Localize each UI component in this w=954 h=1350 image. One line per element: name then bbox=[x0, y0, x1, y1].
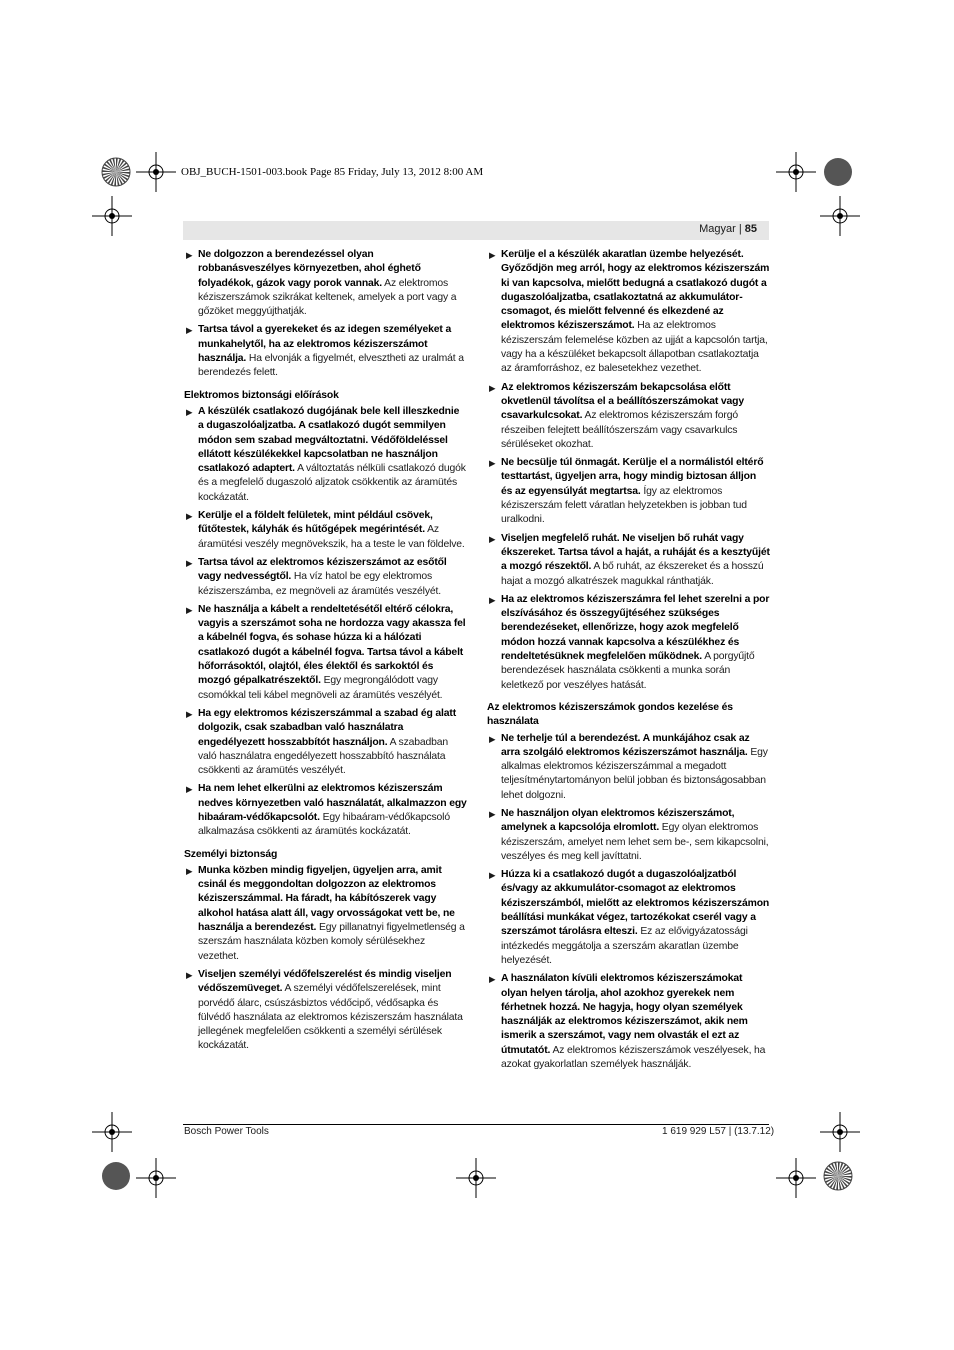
bullet-triangle-icon: ▶ bbox=[186, 784, 193, 795]
bullet-triangle-icon: ▶ bbox=[489, 594, 496, 605]
instruction-explanation-text: Egy pillanatnyi figyelmetlenség a szerszám használata közben komoly sérülésekhez vezethet. bbox=[198, 922, 465, 962]
bullet-triangle-icon: ▶ bbox=[489, 808, 496, 819]
bullet-triangle-icon: ▶ bbox=[186, 557, 193, 568]
bullet-triangle-icon: ▶ bbox=[186, 250, 193, 260]
instruction-bold-text: Tartsa távol a gyerekeket és az idegen személyeket a munkahelytől, ha az elektromos kéziszerszámot használja. bbox=[198, 324, 452, 365]
safety-list-item bbox=[487, 807, 770, 864]
bullet-triangle-icon: ▶ bbox=[186, 604, 193, 615]
instruction-explanation-text: A porgyűjtő berendezések használata csökkenti a munka során keletkező por veszélyes hatását. bbox=[501, 651, 755, 691]
safety-list-item bbox=[487, 732, 770, 803]
instruction-bold-text: Viseljen megfelelő ruhát. Ne viseljen bő ruhát vagy ékszereket. Tartsa távol a haját, a ruháját és a kesztyűjét a mozgó részektől. bbox=[501, 532, 770, 573]
instruction-bold-text: Ne használjon olyan elektromos kéziszerszámot, amelynek a kapcsolója elromlott. bbox=[501, 807, 735, 834]
bullet-triangle-icon: ▶ bbox=[186, 511, 193, 522]
safety-list-item bbox=[184, 405, 467, 505]
safety-list-item bbox=[487, 868, 770, 968]
instruction-explanation-text: Ha elvonják a figyelmét, elvesztheti az uralmát a berendezés felett. bbox=[198, 353, 464, 379]
crosshair-mark bbox=[776, 152, 816, 192]
instruction-bold-text: Az elektromos kéziszerszám bekapcsolása előtt okvetlenül távolítsa el a beállítószerszámokat vagy csavarkulcsokat. bbox=[501, 381, 744, 422]
registration-wheel-mark bbox=[96, 152, 136, 192]
instruction-bold-text: Ne terhelje túl a berendezést. A munkájához csak az arra szolgáló elektromos kéziszerszámot használja. bbox=[501, 732, 750, 758]
crosshair-mark bbox=[776, 1158, 816, 1198]
instruction-bold-text: Kerülje el a készülék akaratlan üzembe helyezését. Győződjön meg arról, hogy az elektromos kéziszerszám ki van kapcsolva, mielőtt bedugná a csatlakozó dugót a dugaszolóaljzatba, csatlakoztatná az akkumulátor-csomagot, és mielőtt felvenné és elkezdené az elektromos kéziszerszámot. bbox=[501, 249, 770, 332]
instruction-explanation-text: Így az elektromos kéziszerszám felett váratlan helyzetekben is jobban tud uralkodni. bbox=[501, 485, 747, 526]
left-column bbox=[184, 248, 467, 1058]
crosshair-mark bbox=[456, 1158, 496, 1198]
bullet-triangle-icon: ▶ bbox=[186, 325, 193, 336]
safety-list-item bbox=[184, 603, 467, 703]
registration-wheel-mark bbox=[818, 1156, 858, 1196]
instruction-bold-text: A használaton kívüli elektromos kéziszerszámokat olyan helyen tárolja, ahol azokhoz gyerekek nem férhetnek hozzá. Ne hagyja, hogy olyan személyek használják az elektromos kéziszerszámot, akik nem ismerik a szerszámot, vagy nem olvasták el ezt az útmutatót. bbox=[501, 973, 748, 1056]
bullet-triangle-icon: ▶ bbox=[489, 382, 496, 393]
safety-list-item bbox=[184, 968, 467, 1054]
instruction-bold-text: Kerülje el a földelt felületek, mint például csövek, fűtőtestek, kályhák és hűtőgépek megérintését. bbox=[198, 510, 433, 536]
instruction-bold-text: Ne becsülje túl önmagát. Kerülje el a normálistól eltérő testtartást, ügyeljen arra, hogy mindig biztosan álljon és az egyensúlyát megtartsa. bbox=[501, 457, 764, 497]
electrical-safety-heading: Elektromos biztonsági előírások bbox=[184, 389, 339, 401]
instruction-bold-text: Ne használja a kábelt a rendeltetésétől eltérő célokra, vagyis a szerszámot soha ne hordozza vagy akassza fel a kábelnél fogva, és sohase húzza ki a hálózati csatlakozó dugót a kábelnél fogva. Tartsa távol a kábelt hőforrásoktól, olajtól, éles élektől és sarkoktól és mozgó gépalkatrészektől. bbox=[198, 603, 466, 687]
safety-list-item bbox=[487, 972, 770, 1072]
instruction-bold-text: Tartsa távol az elektromos kéziszerszámot az esőtől vagy nedvességtől. bbox=[198, 556, 447, 583]
electrical-safety-list bbox=[184, 405, 467, 840]
safety-list-item bbox=[184, 782, 467, 839]
left-intro-list bbox=[184, 248, 467, 381]
bullet-triangle-icon: ▶ bbox=[489, 974, 496, 985]
bullet-triangle-icon: ▶ bbox=[489, 458, 496, 469]
bullet-triangle-icon: ▶ bbox=[186, 969, 193, 980]
crosshair-mark bbox=[820, 196, 860, 236]
instruction-explanation-text: Egy hibaáram-védőkapcsoló alkalmazása csökkenti az áramütés kockázatát. bbox=[198, 811, 450, 838]
safety-list-item bbox=[487, 248, 770, 377]
footer-rule bbox=[183, 1124, 769, 1125]
safety-list-item bbox=[487, 456, 770, 527]
bullet-triangle-icon: ▶ bbox=[489, 250, 496, 260]
registration-dark-mark bbox=[818, 152, 858, 192]
crosshair-mark bbox=[136, 1158, 176, 1198]
safety-list-item bbox=[184, 556, 467, 599]
instruction-explanation-text: Ez az elővigyázatossági intézkedés meggátolja a szerszám akaratlan üzembe helyezését. bbox=[501, 926, 748, 966]
tool-care-list bbox=[487, 732, 770, 1073]
instruction-bold-text: Ha nem lehet elkerülni az elektromos kéziszerszám nedves környezetben való használatát, alkalmazzon egy hibaáram-védőkapcsolót. bbox=[198, 783, 467, 823]
bullet-triangle-icon: ▶ bbox=[186, 708, 193, 719]
bullet-triangle-icon: ▶ bbox=[186, 865, 193, 876]
bullet-triangle-icon: ▶ bbox=[489, 733, 496, 744]
instruction-explanation-text: Ha az elektromos kéziszerszám felemelése közben az ujját a kapcsolón tartja, vagy ha a készüléket bekapcsolt állapotban csatlakoztatja az áramforráshoz, ez balesetekhez vezethet. bbox=[501, 320, 768, 375]
page-header bbox=[699, 223, 757, 235]
safety-list-item bbox=[184, 864, 467, 964]
header-separator: | bbox=[735, 223, 745, 235]
safety-list-item bbox=[487, 381, 770, 452]
instruction-explanation-text: A személyi védőfelszerelések, mint porvédő álarc, csúszásbiztos védőcipő, védősapka és fülvédő használata az elektromos kéziszerszám használata jellegének megfelelően csökkenti a személyi sérülések kockázatát. bbox=[198, 983, 463, 1052]
instruction-explanation-text: Egy alkalmas elektromos kéziszerszámmal a megadott teljesítménytartományon belül jobban és biztonságosabban lehet dolgozni. bbox=[501, 746, 768, 801]
safety-list-item bbox=[184, 509, 467, 552]
crosshair-mark bbox=[820, 1112, 860, 1152]
safety-list-item bbox=[487, 593, 770, 693]
bullet-triangle-icon: ▶ bbox=[489, 870, 496, 881]
safety-list-item bbox=[184, 323, 467, 380]
tool-care-heading: Az elektromos kéziszerszámok gondos kezelése és használata bbox=[487, 701, 733, 728]
instruction-explanation-text: Ha víz hatol be egy elektromos kéziszerszámba, ez megnöveli az áramütés veszélyét. bbox=[198, 571, 441, 597]
instruction-bold-text: Húzza ki a csatlakozó dugót a dugaszolóaljzatból és/vagy az akkumulátor-csomagot az elektromos kéziszerszámból, mielőtt az elektromos kéziszerszámon beállítási munkákat végez, tartozékokat cserél vagy a szerszámot tárolásra elteszi. bbox=[501, 869, 770, 938]
footer-brand: Bosch Power Tools bbox=[184, 1126, 269, 1137]
print-header: OBJ_BUCH-1501-003.book Page 85 Friday, July 13, 2012 8:00 AM bbox=[181, 166, 484, 178]
instruction-explanation-text: Egy megrongálódott vagy csomókkal teli kábel megnöveli az áramütés veszélyét. bbox=[198, 675, 443, 701]
footer-doc-number: 1 619 929 L57 | (13.7.12) bbox=[662, 1126, 775, 1137]
instruction-bold-text: Ha egy elektromos kéziszerszámmal a szabad ég alatt dolgozik, csak szabadban való használatra engedélyezett hosszabbítót használjon. bbox=[198, 707, 457, 748]
instruction-explanation-text: Az elektromos kéziszerszámok veszélyesek, ha azokat gyakorlatlan személyek használják. bbox=[501, 1044, 766, 1071]
instruction-bold-text: Munka közben mindig figyeljen, ügyeljen arra, amit csinál és meggondoltan dolgozzon az elektromos kéziszerszámmal. Ha fáradt, ha kábítószerek vagy alkohol hatása alatt áll, vagy orvosságokat vett be, ne használja a berendezést. bbox=[198, 864, 455, 934]
instruction-explanation-text: Egy olyan elektromos kéziszerszám, amelyet nem lehet sem be-, sem kikapcsolni, veszélyes és meg kell javíttatni. bbox=[501, 822, 769, 862]
safety-list-item bbox=[184, 707, 467, 778]
header-language: Magyar bbox=[699, 223, 736, 235]
crosshair-mark bbox=[92, 1112, 132, 1152]
instruction-bold-text: Ne dolgozzon a berendezéssel olyan robbanásveszélyes környezetben, ahol éghető folyadékok, gázok vagy porok vannak. bbox=[198, 249, 421, 289]
bullet-triangle-icon: ▶ bbox=[489, 533, 496, 544]
crosshair-mark bbox=[92, 196, 132, 236]
personal-safety-list bbox=[184, 864, 467, 1054]
right-column bbox=[487, 248, 770, 1076]
instruction-bold-text: Viseljen személyi védőfelszerelést és mindig viseljen védőszemüveget. bbox=[198, 968, 452, 995]
instruction-explanation-text: A változtatás nélküli csatlakozó dugók és a megfelelő dugaszoló aljzatok csökkentik az áramütés kockázatát. bbox=[198, 463, 466, 503]
personal-safety-list-continued bbox=[487, 248, 770, 693]
page-header-bar bbox=[183, 221, 769, 240]
instruction-explanation-text: A bő ruhát, az ékszereket és a hosszú hajat a mozgó alkatrészek magukkal ránthatják. bbox=[501, 561, 764, 587]
instruction-explanation-text: Az elektromos kéziszerszám forgó részeiben felejtett beállítószerszám vagy csavarkulcs sérüléseket okozhat. bbox=[501, 410, 738, 450]
safety-list-item bbox=[184, 248, 467, 319]
page-number: 85 bbox=[744, 223, 757, 235]
instruction-explanation-text: A szabadban való használatra engedélyezett hosszabbító használata csökkenti az áramütés veszélyét. bbox=[198, 736, 449, 777]
instruction-explanation-text: Az elektromos kéziszerszámok szikrákat keltenek, amelyek a port vagy a gőzöket meggyújthatják. bbox=[198, 277, 457, 318]
safety-list-item bbox=[487, 532, 770, 589]
bullet-triangle-icon: ▶ bbox=[186, 406, 193, 417]
registration-dark-mark bbox=[96, 1156, 136, 1196]
crosshair-mark bbox=[136, 152, 176, 192]
instruction-bold-text: Ha az elektromos kéziszerszámra fel lehet szerelni a por elszívásához és összegyűjtéséhez szükséges berendezéseket, ellenőrizze, hogy azok megfelelő módon hozzá vannak kapcsolva a készülékhez és rendeltetésüknek megfelelően működnek. bbox=[501, 593, 770, 663]
instruction-explanation-text: Az áramütési veszély megnövekszik, ha a teste le van földelve. bbox=[198, 524, 465, 550]
instruction-bold-text: A készülék csatlakozó dugójának bele kell illeszkednie a dugaszolóaljzatba. A csatlakozó dugót semmilyen módon sem szabad megváltoztatni. Védőföldeléssel ellátott készülékekkel kapcsolatban ne használjon csatlakozó adaptert. bbox=[198, 405, 460, 475]
personal-safety-heading: Személyi biztonság bbox=[184, 848, 278, 860]
